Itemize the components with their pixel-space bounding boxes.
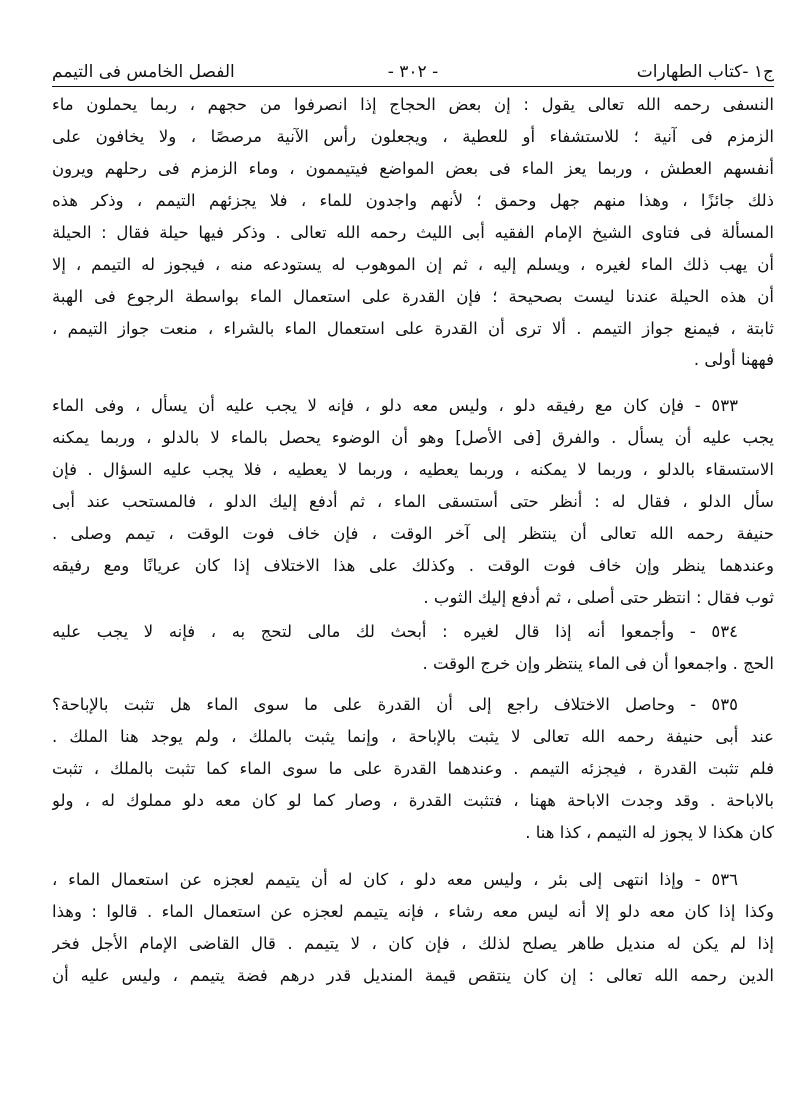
text-line: عند أبى حنيفة رحمه الله تعالى لا يثبت بالإباحة ، وإنما يثبت بالملك ، ولم يوجد هنا الملك .: [52, 727, 774, 746]
paragraph-533-start: ٥٣٣ - فإن كان مع رفيقه دلو ، وليس معه دلو ، فإنه لا يجب عليه أن يسأل ، وفى الماء: [52, 396, 738, 415]
text-line: إذا لم يكن له منديل طاهر يصلح لذلك ، فإن كان ، لا يتيمم . قال القاضى الإمام الأجل فخر: [52, 934, 774, 953]
text-line: كان هكذا لا يجوز له التيمم ، كذا هنا .: [525, 823, 774, 842]
text-line: أن يهب ذلك الماء لغيره ، ويسلم إليه ، ثم إن الموهوب له يستودعه منه ، فيجوز له التيمم ، إلا: [52, 255, 774, 274]
text-line: الزمزم فى آنية ؛ للاستشفاء أو للعطية ، ويجعلون رأس الآنية مرصصًا ، ولا يخافون على: [52, 127, 774, 146]
header-volume-book: ج١ -كتاب الطهارات: [636, 62, 774, 82]
text-line: بالاباحة . وقد وجدت الاباحة ههنا ، فتثبت القدرة ، وصار كما لو كان معه دلو مملوك له ، ولو: [52, 791, 774, 810]
text-line: الحج . واجمعوا أن فى الماء ينتظر وإن خرج الوقت .: [422, 654, 774, 673]
text-line: ذلك جائزًا ، وهذا منهم جهل وحمق ؛ لأنهم واجدون للماء ، فلا يجزئهم التيمم ، وذكر هذه: [52, 191, 774, 210]
text-line: ثابتة ، فيمنع جواز التيمم . ألا ترى أن القدرة على استعمال الماء بالشراء ، منعت جواز التيمم ،: [52, 319, 774, 338]
paragraph-536-start: ٥٣٦ - وإذا انتهى إلى بئر ، وليس معه دلو ، كان له أن يتيمم لعجزه عن استعمال الماء ،: [52, 870, 738, 889]
text-line: أنفسهم العطش ، وربما يعز الماء فى بعض المواضع فيتيممون ، وماء الزمزم فى رحلهم ويرون: [52, 159, 774, 178]
text-line: ثوب فقال : انتظر حتى أصلى ، ثم أدفع إليك الثوب .: [423, 588, 774, 607]
text-line: أن هذه الحيلة عندنا ليست بصحيحة ؛ فإن القدرة على استعمال الماء بواسطة الرجوع فى الهبة: [52, 287, 774, 306]
paragraph-534-start: ٥٣٤ - وأجمعوا أنه إذا قال لغيره : أبحث لك مالى لتحج به ، فإنه لا يجب عليه: [52, 622, 738, 641]
text-line: فلم تثبت القدرة ، فيجزئه التيمم . وعندهما القدرة على ما سوى الماء كما تثبت بالملك ، تثبت: [52, 759, 774, 778]
text-line: حنيفة رحمه الله تعالى أن ينتظر إلى آخر الوقت ، فإن خاف فوت الوقت ، تيمم وصلى .: [52, 524, 774, 543]
text-line: وعندهما ينظر وإن خاف فوت الوقت . وكذلك على هذا الاختلاف إذا كان عريانًا ومع رفيقه: [52, 556, 774, 575]
text-line: يجب عليه أن يسأل . والفرق [فى الأصل] وهو أن الوضوء يحصل بالماء لا بالدلو ، وربما يمكنه: [52, 428, 774, 447]
text-line: النسفى رحمه الله تعالى يقول : إن بعض الحجاج إذا انصرفوا من حجهم ، ربما يحملون ماء: [52, 95, 774, 114]
text-line: المسألة فى فتاوى الشيخ الإمام الفقيه أبى الليث رحمه الله تعالى . وذكر فيها حيلة فقال : الحيلة: [52, 223, 774, 242]
text-line: الدين رحمه الله تعالى : إن كان ينتقص قيمة المنديل قدر درهم فضة يتيمم ، وليس عليه أن: [52, 966, 774, 985]
header-page-number: - ٣٠٢ -: [387, 62, 439, 82]
header-chapter: الفصل الخامس فى التيمم: [52, 62, 235, 82]
text-line: وكذا إذا كان معه دلو إلا أنه ليس معه رشاء ، فإنه يتيمم لعجزه عن استعمال الماء . قالوا : وهذا: [52, 902, 774, 921]
text-line: سأل الدلو ، فقال له : أنظر حتى أستسقى الماء ، ثم أدفع إليك الدلو ، فالمستحب عند أبى: [52, 492, 774, 511]
text-line: الاستسقاء بالدلو ، وربما لا يمكنه ، وربما يعطيه ، وربما لا يعطيه ، فلا يجب عليه السؤال . فإن: [52, 460, 774, 479]
paragraph-535-start: ٥٣٥ - وحاصل الاختلاف راجع إلى أن القدرة على ما سوى الماء هل تثبت بالإباحة؟: [52, 695, 738, 714]
text-line: فههنا أولى .: [693, 350, 774, 369]
running-header: [52, 60, 774, 87]
